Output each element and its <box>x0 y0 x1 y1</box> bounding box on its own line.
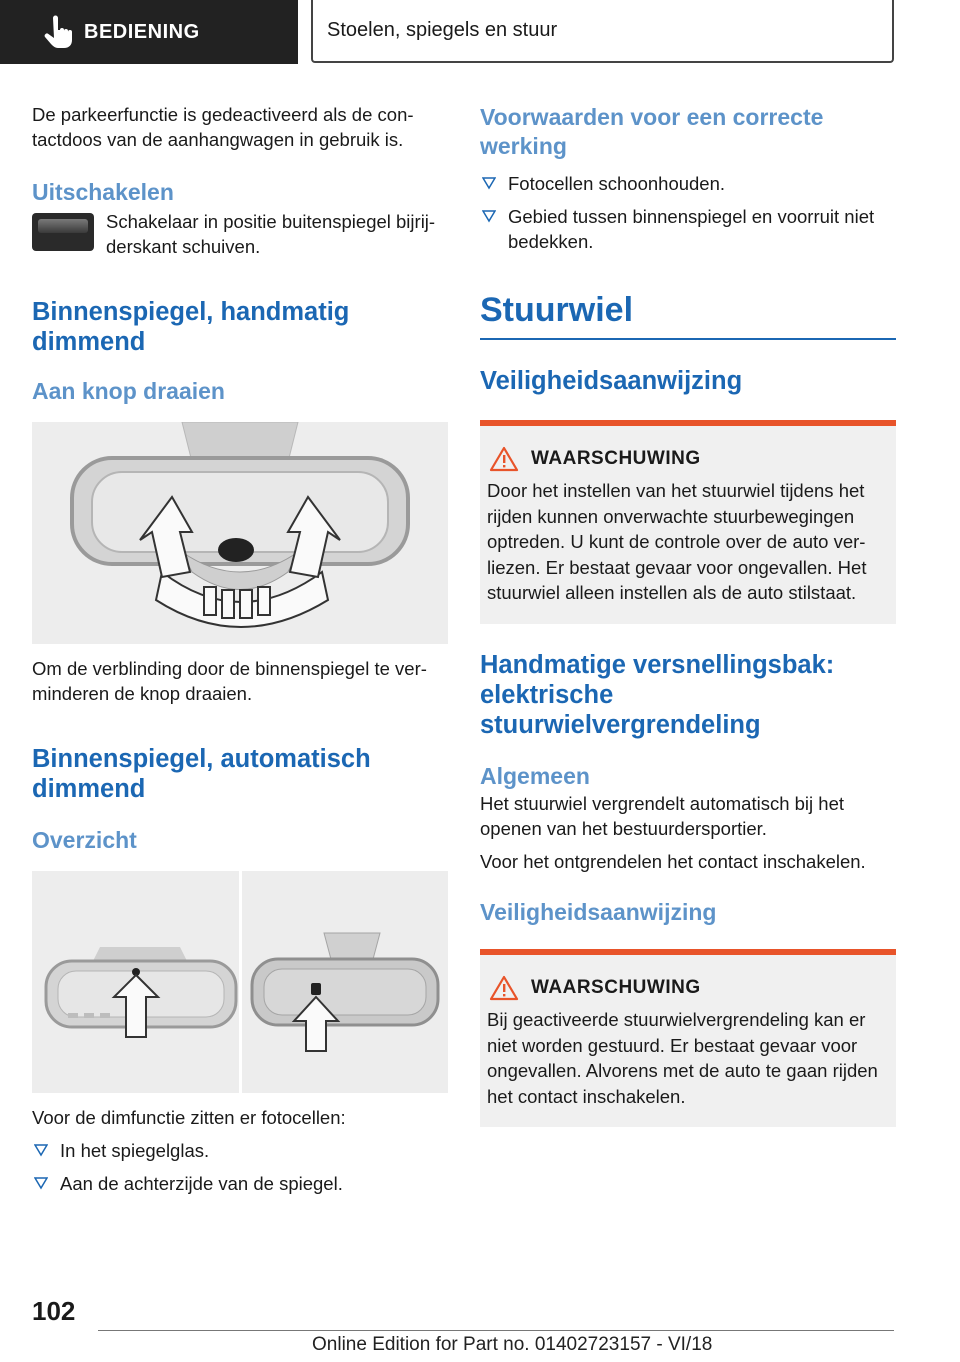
footer-divider <box>98 1330 894 1331</box>
chapter-header <box>311 0 894 63</box>
photocell-list <box>32 1138 448 1196</box>
photocell-overview-drawing <box>32 871 448 1093</box>
warning-label: WAARSCHUWING <box>531 448 701 469</box>
switch-instruction <box>32 209 448 259</box>
warning-triangle-icon <box>489 975 519 1001</box>
mirror-switch-icon <box>32 213 94 251</box>
warning-triangle-icon <box>489 446 519 472</box>
general-text-1: Het stuurwiel vergrendelt automatisch bij het openen van het bestuurdersportier. <box>480 793 845 839</box>
warning-header <box>487 446 888 472</box>
uitschakelen-heading: Uitschakelen <box>32 179 174 205</box>
knob-text: Om de verblinding door de binnenspiegel te verminderen de knop draaien. <box>32 658 427 704</box>
stuurwiel-heading: Stuurwiel <box>480 291 634 329</box>
conditions-list <box>480 171 896 254</box>
photocell-text: Voor de dimfunctie zitten er fotocellen: <box>32 1107 346 1128</box>
chapter-title: Stoelen, spiegels en stuur <box>327 19 558 41</box>
left-column <box>32 96 448 1196</box>
triangle-bullet-icon <box>34 1143 48 1157</box>
section-label: BEDIENING <box>84 20 200 43</box>
intro-paragraph: De parkeerfunctie is gedeactiveerd als de contactdoos van de aanhangwagen in gebruik is. <box>32 104 414 150</box>
conditions-heading: Voorwaarden voor een correcte werking <box>480 104 824 159</box>
photocell-overview-illustration <box>32 871 448 1093</box>
safety-heading-2: Veiligheidsaanwijzing <box>480 899 717 925</box>
hand-pointer-icon <box>36 12 76 52</box>
auto-dimming-heading: Binnenspiegel, automatisch dimmend <box>32 745 371 803</box>
list-item: Fotocellen schoonhouden. <box>480 171 896 196</box>
section-divider <box>480 338 896 340</box>
general-heading: Algemeen <box>480 763 590 789</box>
triangle-bullet-icon <box>34 1176 48 1190</box>
warning-header <box>487 975 888 1001</box>
general-text-2: Voor het ontgrendelen het contact inschakelen. <box>480 851 866 872</box>
triangle-bullet-icon <box>482 209 496 223</box>
edition-text: Online Edition for Part no. 01402723157 - VI/18 <box>312 1334 713 1355</box>
list-item: Gebied tussen binnenspiegel en voorruit niet bedekken. <box>480 204 896 254</box>
warning-box-1 <box>480 420 896 624</box>
right-column <box>480 96 896 1127</box>
mirror-knob-drawing <box>32 422 448 644</box>
overview-heading: Overzicht <box>32 827 137 853</box>
uitschakelen-text: Schakelaar in positie buitenspiegel bijrijderskant schuiven. <box>106 211 436 257</box>
warning-text: Door het instellen van het stuurwiel tijdens het rijden kunnen onverwachte stuurbewegingen optreden. U kunt de controle over de auto verliezen. Er bestaat gevaar voor ongevallen. Het stuurwiel alleen instellen als de auto stilstaat. <box>487 480 867 603</box>
section-tab <box>0 0 298 64</box>
warning-label: WAARSCHUWING <box>531 977 701 998</box>
knob-heading: Aan knop draaien <box>32 378 225 404</box>
list-item: In het spiegelglas. <box>32 1138 448 1163</box>
mirror-knob-illustration <box>32 422 448 644</box>
list-item: Aan de achterzijde van de spiegel. <box>32 1171 448 1196</box>
hand-dimming-heading: Binnenspiegel, handmatig dimmend <box>32 298 350 356</box>
safety-heading-1: Veiligheidsaanwijzing <box>480 367 743 395</box>
triangle-bullet-icon <box>482 176 496 190</box>
warning-box-2 <box>480 949 896 1127</box>
page-number: 102 <box>32 1296 76 1326</box>
gearbox-heading: Handmatige versnellingsbak: elektrische stuurwielvergrendeling <box>480 651 835 739</box>
warning-text: Bij geactiveerde stuurwielvergrendeling kan er niet worden gestuurd. Er bestaat gevaar voor ongevallen. Alvorens met de auto te gaan rijden het contact inschakelen. <box>487 1009 878 1107</box>
